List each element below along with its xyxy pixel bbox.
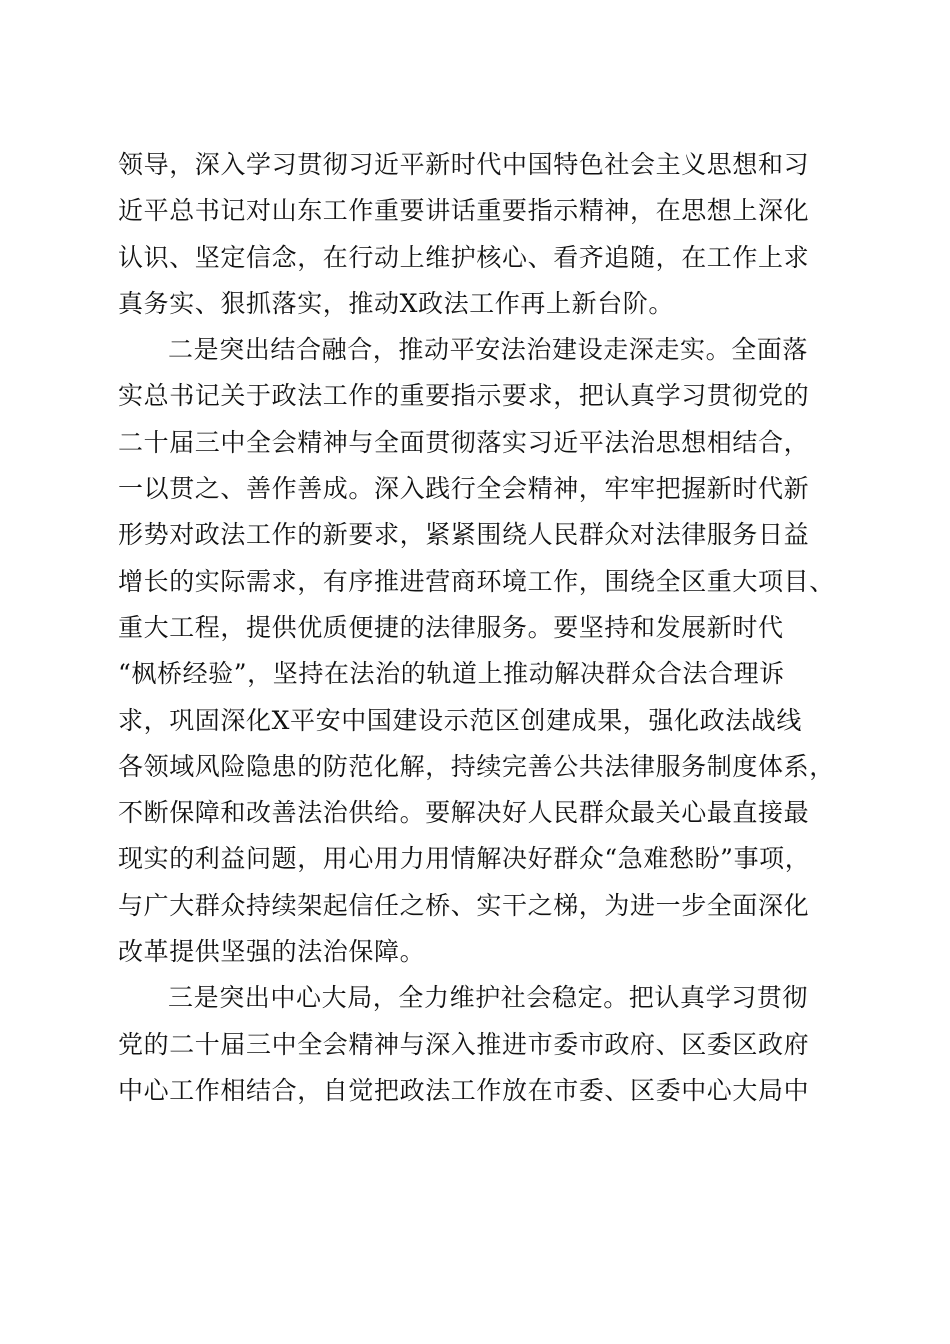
text-line: 一以贯之、善作善成。深入践行全会精神，牢牢把握新时代新 <box>118 474 810 504</box>
text-line: 实总书记关于政法工作的重要指示要求，把认真学习贯彻党的 <box>118 381 810 411</box>
text-line: 增长的实际需求，有序推进营商环境工作，围绕全区重大项目、 <box>118 566 835 596</box>
text-line: 不断保障和改善法治供给。要解决好人民群众最关心最直接最 <box>118 798 810 828</box>
text-line: 形势对政法工作的新要求，紧紧围绕人民群众对法律服务日益 <box>118 520 810 550</box>
text-line: 认识、坚定信念，在行动上维护核心、看齐追随，在工作上求 <box>118 242 810 272</box>
paragraph-3 <box>118 975 838 1114</box>
text-line: 与广大群众持续架起信任之桥、实干之梯，为进一步全面深化 <box>118 890 810 920</box>
text-line: 重大工程，提供优质便捷的法律服务。要坚持和发展新时代 <box>118 612 784 642</box>
paragraph-2 <box>118 327 838 975</box>
text-line: 近平总书记对山东工作重要讲话重要指示精神，在思想上深化 <box>118 196 810 226</box>
text-line: 党的二十届三中全会精神与深入推进市委市政府、区委区政府 <box>118 1029 810 1059</box>
text-line: 求，巩固深化X平安中国建设示范区创建成果，强化政法战线 <box>118 705 802 735</box>
text-line: 领导，深入学习贯彻习近平新时代中国特色社会主义思想和习 <box>118 150 810 179</box>
text-line: 改革提供坚强的法治保障。 <box>118 937 426 967</box>
text-line: 中心工作相结合，自觉把政法工作放在市委、区委中心大局中 <box>118 1075 810 1105</box>
text-line: 三是突出中心大局，全力维护社会稳定。把认真学习贯彻 <box>168 983 809 1013</box>
text-line: 现实的利益问题，用心用力用情解决好群众“急难愁盼”事项， <box>118 844 811 874</box>
paragraph-1 <box>118 142 838 327</box>
text-line: 真务实、狠抓落实，推动X政法工作再上新台阶。 <box>118 288 674 318</box>
text-line: 各领域风险隐患的防范化解，持续完善公共法律服务制度体系， <box>118 751 835 781</box>
text-line: 二十届三中全会精神与全面贯彻落实习近平法治思想相结合， <box>118 427 810 457</box>
document-body <box>118 142 838 1114</box>
text-line: 二是突出结合融合，推动平安法治建设走深走实。全面落 <box>168 335 809 365</box>
text-line: “枫桥经验”，坚持在法治的轨道上推动解决群众合法合理诉 <box>118 659 785 689</box>
